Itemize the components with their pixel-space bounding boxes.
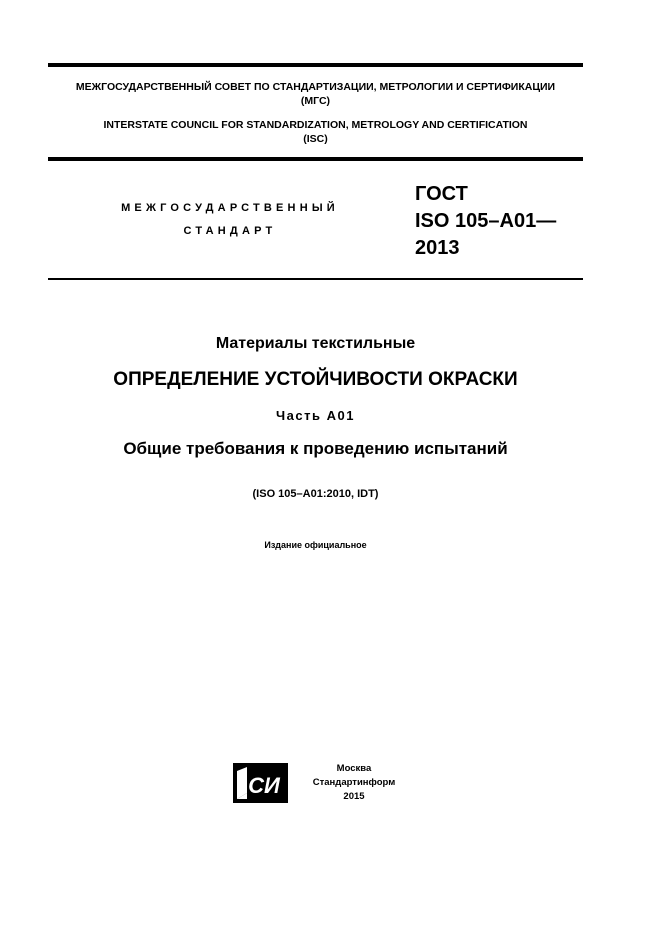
title-main: ОПРЕДЕЛЕНИЕ УСТОЙЧИВОСТИ ОКРАСКИ [113, 369, 518, 390]
publisher-block [300, 762, 408, 804]
council-en [48, 118, 583, 146]
standartinform-logo-icon [233, 763, 288, 803]
gost-designation [415, 181, 556, 262]
gost-line1: ГОСТ [415, 183, 468, 205]
top-rule [48, 63, 583, 67]
title-material: Материалы текстильные [215, 335, 416, 352]
title-part: Часть A01 [276, 408, 355, 423]
edition-note: Издание официальное [264, 540, 367, 550]
publisher-name: Стандартинформ [312, 777, 396, 788]
council-ru [48, 80, 583, 108]
standard-label-line2: СТАНДАРТ [183, 225, 277, 237]
svg-text:СИ: СИ [248, 773, 280, 798]
gost-line3: 2013 [415, 237, 460, 259]
publisher-year: 2015 [343, 791, 365, 802]
council-ru-line2: (МГС) [300, 95, 331, 107]
council-ru-line1: МЕЖГОСУДАРСТВЕННЫЙ СОВЕТ ПО СТАНДАРТИЗАЦИИ, МЕТРОЛОГИИ И СЕРТИФИКАЦИИ [75, 81, 556, 93]
iso-reference: (ISO 105–A01:2010, IDT) [252, 488, 379, 500]
council-en-line2: (ISC) [303, 133, 328, 145]
standard-label [100, 197, 360, 243]
publisher-city: Москва [336, 763, 372, 774]
thin-rule [48, 278, 583, 280]
title-subtitle: Общие требования к проведению испытаний [123, 439, 508, 458]
council-en-line1: INTERSTATE COUNCIL FOR STANDARDIZATION, METROLOGY AND CERTIFICATION [103, 119, 528, 131]
middle-rule [48, 157, 583, 161]
standard-label-line1: МЕЖГОСУДАРСТВЕННЫЙ [121, 202, 339, 214]
gost-line2: ISO 105–A01— [415, 210, 557, 232]
